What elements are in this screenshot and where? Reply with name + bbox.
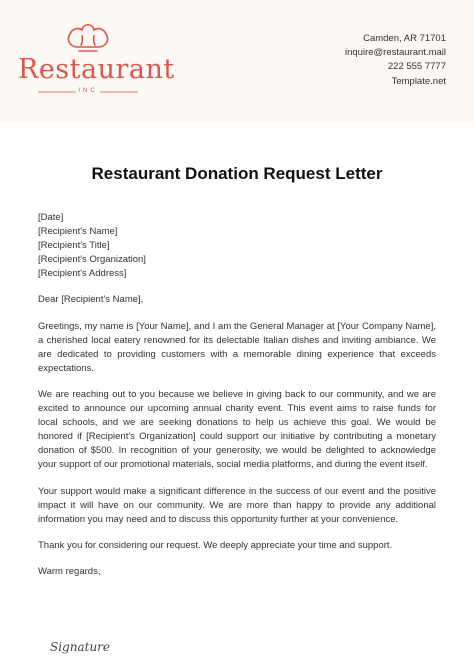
recipient-name: [Recipient's Name] (38, 226, 118, 238)
contact-block (345, 32, 446, 89)
paragraph-intro: Greetings, my name is [Your Name], and I am the General Manager at [Your Company Name], a cherished local eatery renowned for its delectable Italian dishes and inviting ambiance. We are dedicated to providing customers with a memorable dining experience that exceeds expectations. (38, 320, 436, 374)
recipient-organization: [Recipient's Organization] (38, 254, 146, 266)
contact-email: inquire@restaurant.mail (345, 47, 446, 59)
recipient-block (38, 211, 436, 281)
letterhead (0, 0, 474, 122)
closing: Warm regards, (38, 565, 101, 577)
salutation: Dear [Recipient's Name], (38, 294, 144, 306)
contact-website: Template.net (391, 75, 446, 87)
logo-subtitle: INC (78, 88, 98, 94)
paragraph-impact: Your support would make a significant difference in the success of our event and the positive impact it will have on our community. We are more than happy to provide any additional information you may need and to discuss this opportunity further at your convenience. (38, 485, 436, 525)
paragraph-request: We are reaching out to you because we believe in giving back to our community, and we are excited to announce our upcoming annual charity event. This event aims to raise funds for local schools, and we are seeking donations to help us achieve this goal. We would be honored if [Recipient's Organization] could support our initiative by contributing a monetary donation of $500. In recognition of your generosity, we would be delighted to acknowledge your support of our promotional materials, social media platforms, and during the event itself. (38, 388, 436, 471)
contact-city: Camden, AR 71701 (363, 33, 446, 44)
restaurant-logo (18, 14, 175, 109)
recipient-address: [Recipient's Address] (38, 268, 127, 280)
recipient-title: [Recipient's Title] (38, 240, 110, 252)
logo-wordmark: Restaurant (18, 54, 175, 85)
signature: Signature (50, 640, 111, 654)
paragraph-thanks: Thank you for considering our request. We deeply appreciate your time and support. (38, 539, 393, 551)
letter-title: Restaurant Donation Request Letter (91, 164, 383, 183)
recipient-date: [Date] (38, 212, 64, 223)
contact-phone: 222 555 7777 (387, 61, 446, 73)
letter-body (38, 211, 436, 579)
